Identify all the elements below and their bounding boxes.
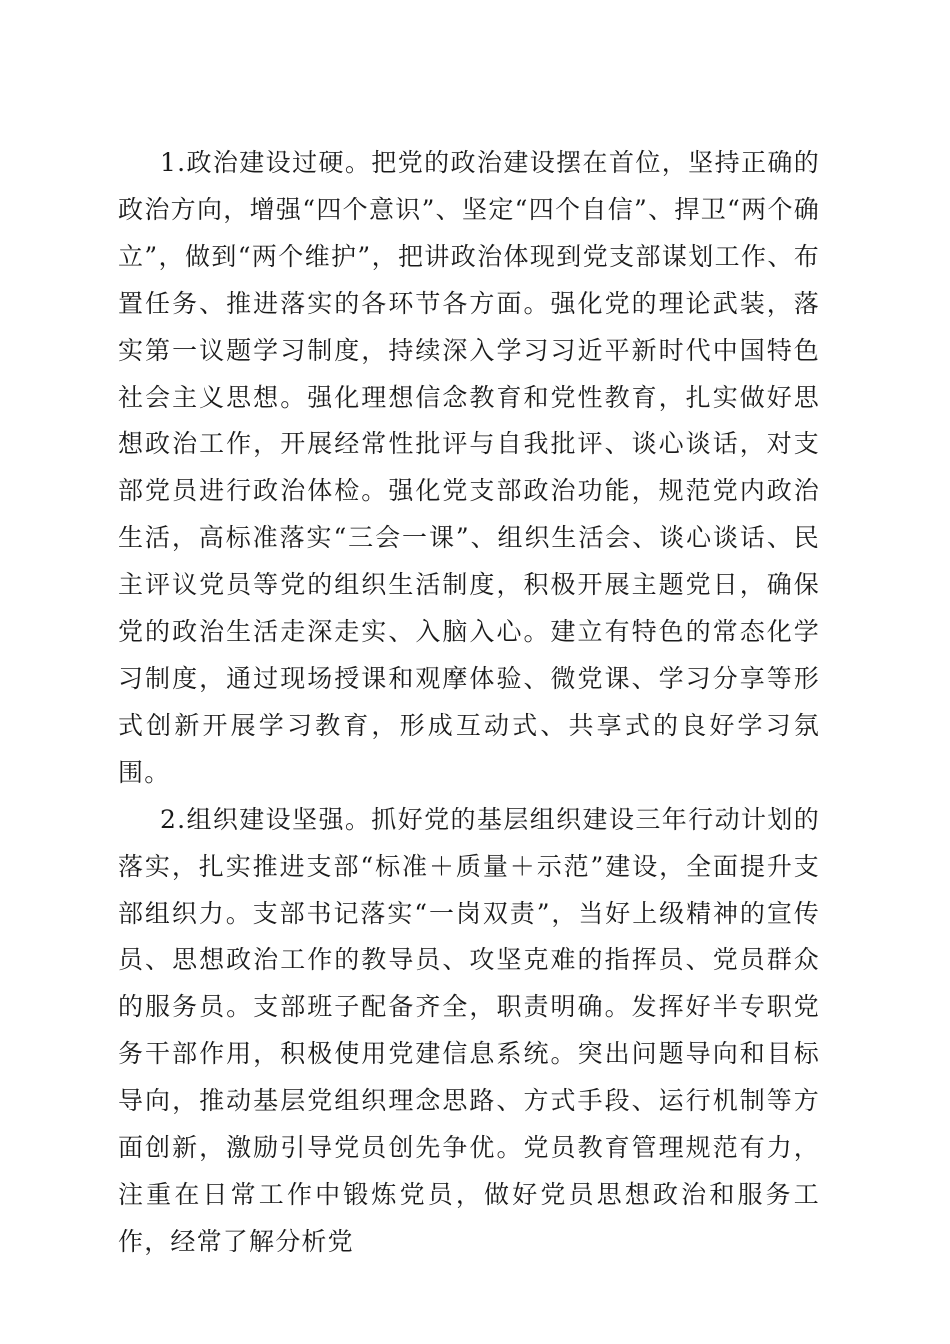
document-body [118, 140, 820, 1266]
paragraph-political-construction: 1.政治建设过硬。把党的政治建设摆在首位，坚持正确的政治方向，增强“四个意识”、坚定“四个自信”、捍卫“两个确立”，做到“两个维护”，把讲政治体现到党支部谋划工作、布置任务、推进落实的各环节各方面。强化党的理论武装，落实第一议题学习制度，持续深入学习习近平新时代中国特色社会主义思想。强化理想信念教育和党性教育，扎实做好思想政治工作，开展经常性批评与自我批评、谈心谈话，对支部党员进行政治体检。强化党支部政治功能，规范党内政治生活，高标准落实“三会一课”、组织生活会、谈心谈话、民主评议党员等党的组织生活制度，积极开展主题党日，确保党的政治生活走深走实、入脑入心。建立有特色的常态化学习制度，通过现场授课和观摩体验、微党课、学习分享等形式创新开展学习教育，形成互动式、共享式的良好学习氛围。 [118, 148, 820, 787]
paragraph-organizational-construction: 2.组织建设坚强。抓好党的基层组织建设三年行动计划的落实，扎实推进支部“标准＋质量＋示范”建设，全面提升支部组织力。支部书记落实“一岗双责”，当好上级精神的宣传员、思想政治工作的教导员、攻坚克难的指挥员、党员群众的服务员。支部班子配备齐全，职责明确。发挥好半专职党务干部作用，积极使用党建信息系统。突出问题导向和目标导向，推动基层党组织理念思路、方式手段、运行机制等方面创新，激励引导党员创先争优。党员教育管理规范有力，注重在日常工作中锻炼党员，做好党员思想政治和服务工作，经常了解分析党 [118, 804, 820, 1256]
